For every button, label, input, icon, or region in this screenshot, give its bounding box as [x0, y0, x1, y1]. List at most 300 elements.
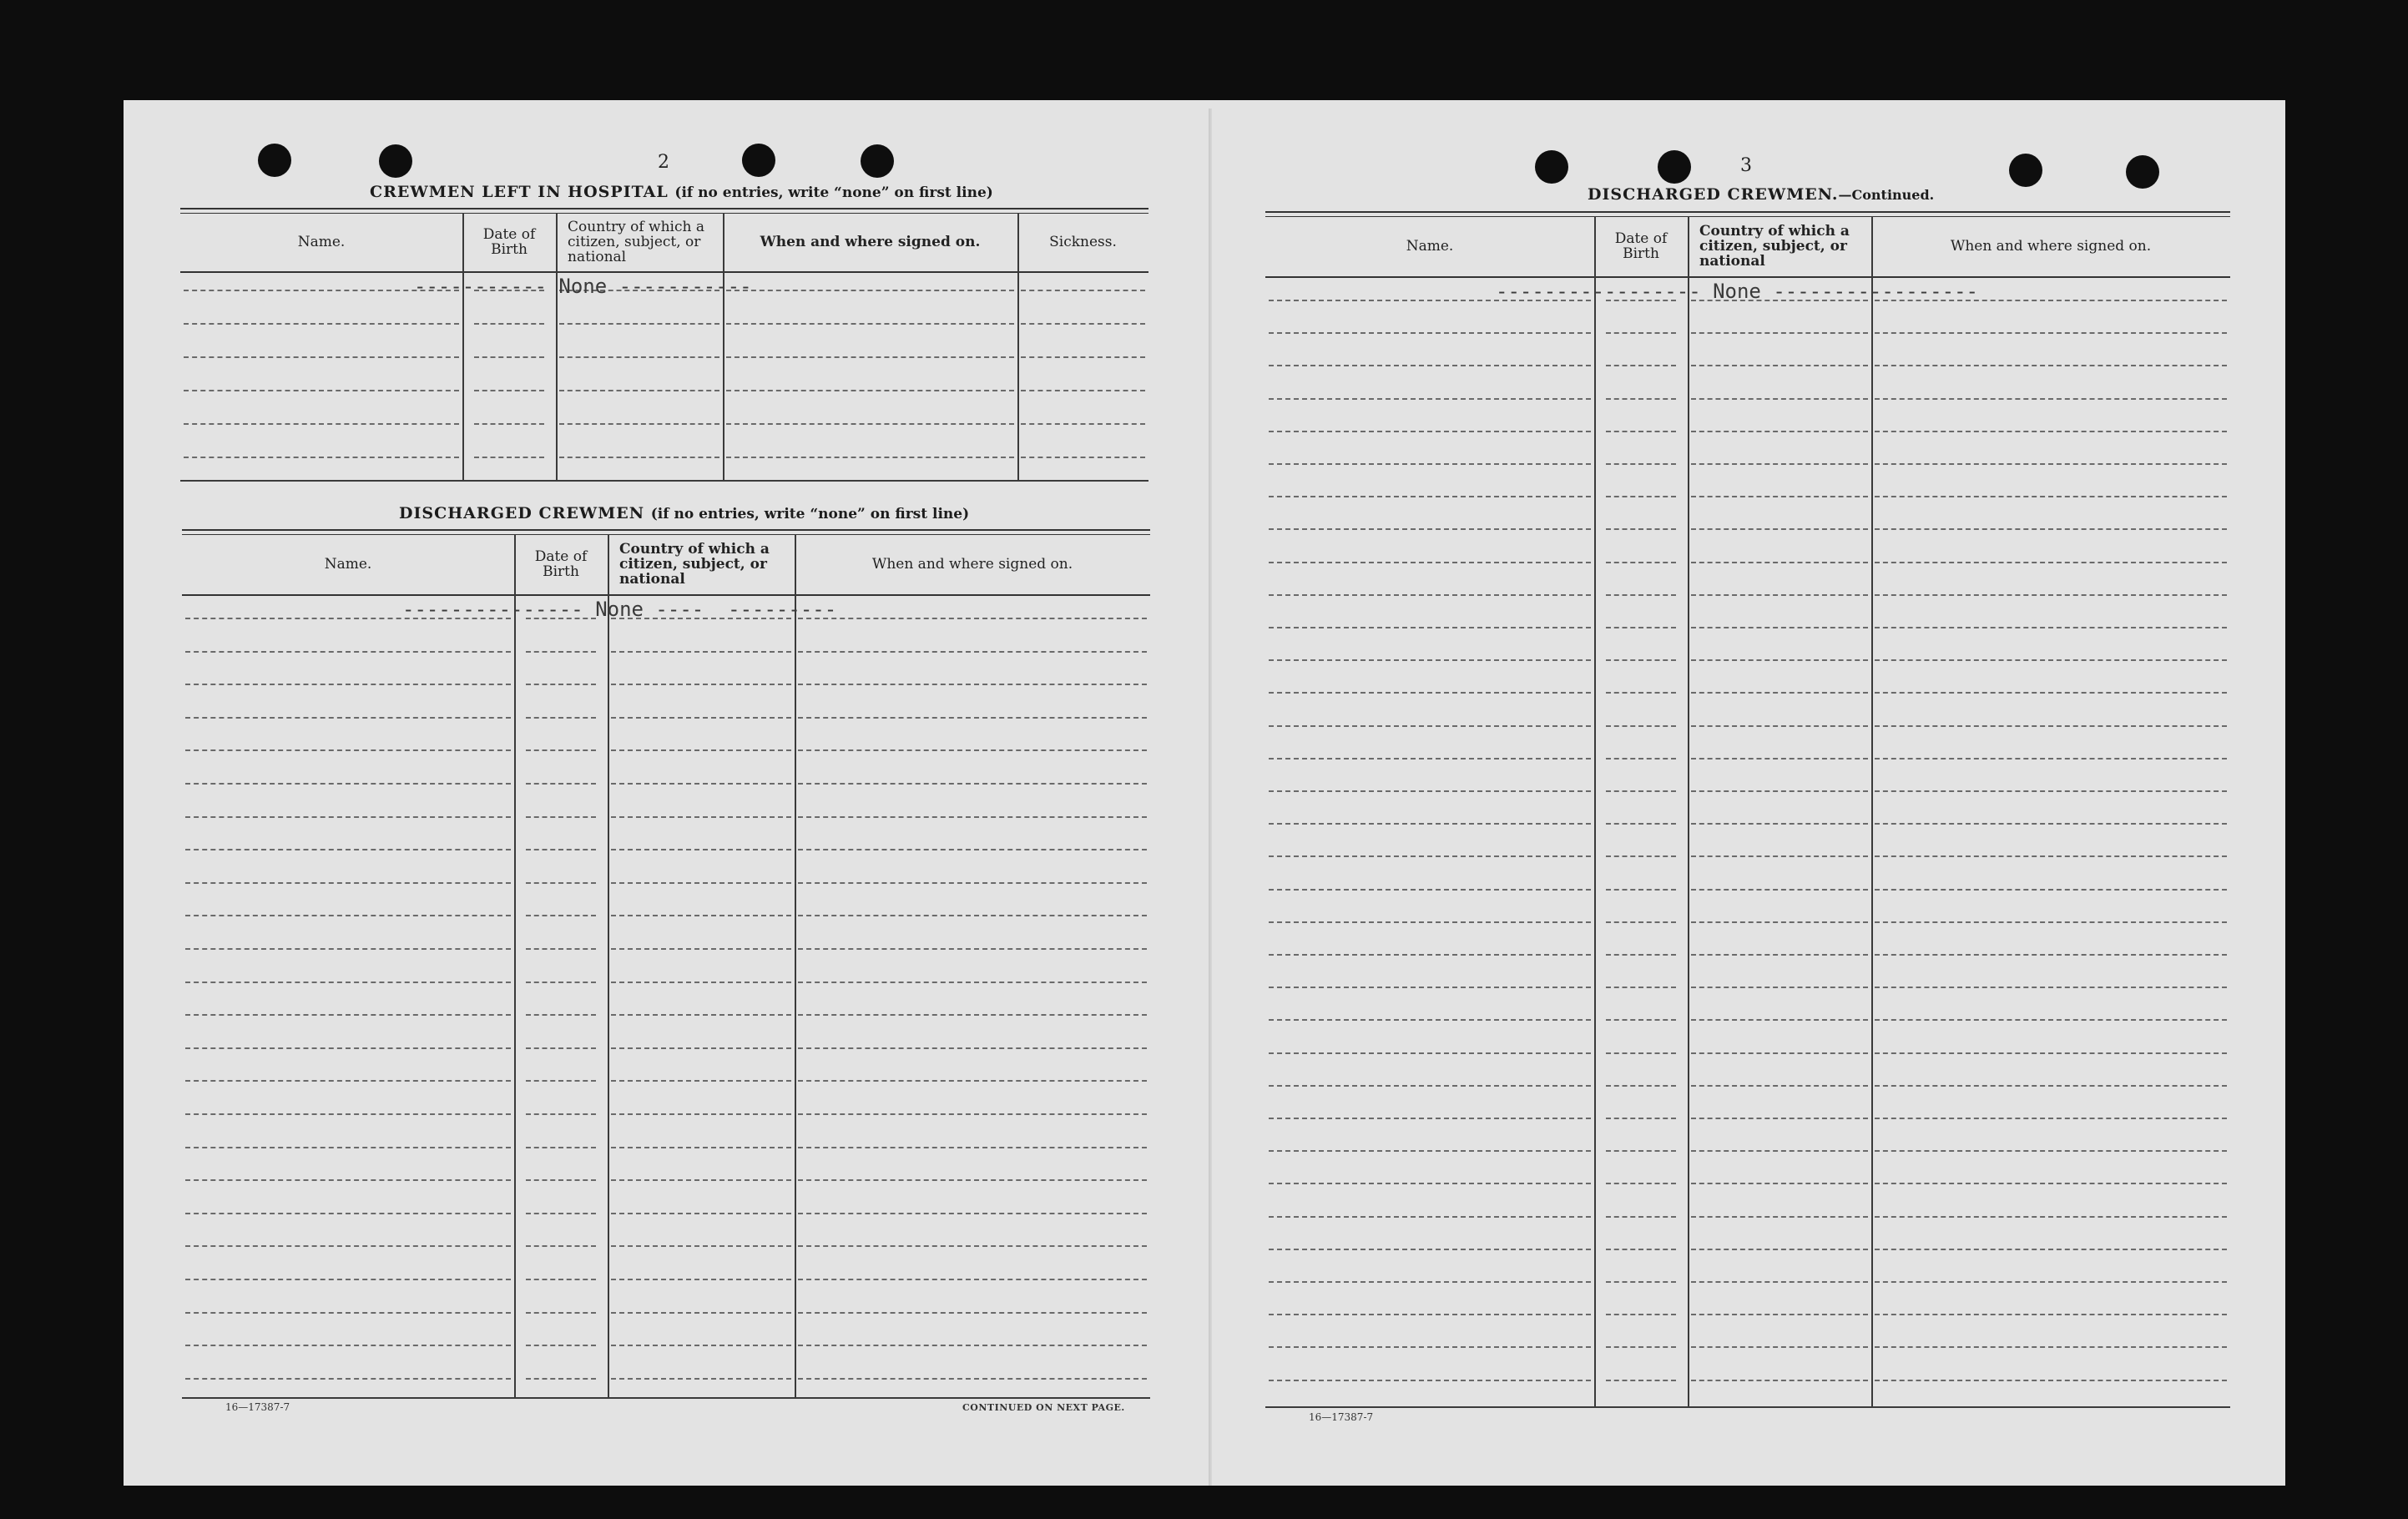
punch-hole: [861, 144, 894, 178]
entry-line: [185, 783, 511, 785]
punch-hole: [1658, 150, 1691, 184]
entry-line: [1269, 1052, 1591, 1054]
entry-line: [1269, 659, 1591, 661]
column-divider: [608, 534, 609, 1397]
entry-line: [611, 948, 791, 950]
entry-line: [526, 1312, 596, 1314]
entry-line: [1021, 457, 1145, 458]
entry-line: [1606, 463, 1676, 465]
entry-line: [474, 323, 544, 325]
entry-line: [185, 1113, 511, 1115]
entry-line: [1606, 398, 1676, 400]
entry-line: [526, 1113, 596, 1115]
entry-line: [1691, 659, 1868, 661]
entry-line: [474, 390, 544, 391]
entry-line: [1269, 1150, 1591, 1152]
discharged-continued-table: [1265, 211, 2230, 1408]
entry-line: [559, 323, 719, 325]
discharged-section-title: DISCHARGED CREWMEN (if no entries, write “none” on first line): [399, 504, 970, 522]
column-header: Name.: [324, 556, 372, 573]
table-bottom-rule: [182, 1397, 1150, 1399]
form-code-left: 16—17387-7: [225, 1401, 290, 1413]
entry-line: [1606, 855, 1676, 857]
entry-line: [474, 423, 544, 425]
entry-line: [474, 356, 544, 358]
entry-line: [559, 457, 719, 458]
entry-line: [611, 1147, 791, 1148]
entry-line: [1269, 1216, 1591, 1218]
entry-line: [1606, 1314, 1676, 1315]
entry-line: [1269, 855, 1591, 857]
entry-line: [526, 1047, 596, 1049]
entry-line: [1691, 1052, 1868, 1054]
entry-line: [798, 915, 1147, 916]
entry-line: [1691, 1019, 1868, 1021]
entry-line: [1606, 725, 1676, 727]
entry-line: [1269, 431, 1591, 432]
entry-line: [1021, 323, 1145, 325]
entry-line: [1875, 594, 2227, 596]
entry-line: [611, 915, 791, 916]
column-header: Date of Birth: [1614, 230, 1668, 262]
entry-line: [1875, 1314, 2227, 1315]
entry-line: [1875, 365, 2227, 366]
entry-line: [798, 948, 1147, 950]
entry-line: [1875, 1249, 2227, 1250]
entry-line: [1691, 496, 1868, 497]
entry-line: [526, 749, 596, 751]
entry-line: [185, 1378, 511, 1380]
punch-hole: [2009, 154, 2042, 187]
entry-line: [1691, 627, 1868, 628]
entry-line: [184, 390, 459, 391]
table-bottom-rule: [1265, 1406, 2230, 1408]
entry-line: [1606, 790, 1676, 792]
entry-line: [185, 1245, 511, 1247]
column-divider: [723, 213, 724, 480]
page-fold: [1209, 108, 1212, 1486]
entry-line: [185, 717, 511, 719]
entry-line: [1691, 790, 1868, 792]
entry-line: [1691, 562, 1868, 563]
entry-line: [559, 356, 719, 358]
entry-line: [611, 783, 791, 785]
entry-line: [611, 1080, 791, 1082]
entry-line: [1606, 1380, 1676, 1381]
entry-line: [611, 1245, 791, 1247]
entry-line: [798, 651, 1147, 653]
entry-line: [185, 1047, 511, 1049]
entry-line: [1691, 692, 1868, 694]
entry-line: [185, 915, 511, 916]
entry-line: [1875, 855, 2227, 857]
entry-line: [1606, 1150, 1676, 1152]
entry-line: [798, 684, 1147, 685]
entry-line: [1269, 889, 1591, 891]
entry-line: [1606, 921, 1676, 923]
entry-line: [185, 1147, 511, 1148]
entry-line: [1875, 1380, 2227, 1381]
entry-line: [798, 1213, 1147, 1214]
entry-line: [1021, 390, 1145, 391]
entry-line: [526, 1345, 596, 1346]
entry-line: [1875, 1085, 2227, 1087]
entry-line: [1269, 1118, 1591, 1119]
entry-line: [798, 1179, 1147, 1181]
entry-line: [1269, 1380, 1591, 1381]
column-divider: [1017, 213, 1019, 480]
entry-line: [611, 1014, 791, 1016]
entry-line: [798, 1080, 1147, 1082]
entry-line: [1606, 954, 1676, 956]
entry-line: [1875, 1052, 2227, 1054]
punch-hole: [1535, 150, 1568, 184]
entry-line: [1875, 954, 2227, 956]
entry-line: [611, 882, 791, 884]
entry-line: [1021, 423, 1145, 425]
entry-line: [611, 816, 791, 818]
entry-line: [526, 816, 596, 818]
entry-line: [1269, 921, 1591, 923]
entry-line: [1691, 365, 1868, 366]
entry-line: [185, 982, 511, 983]
entry-line: [1691, 758, 1868, 760]
entry-line: [1875, 659, 2227, 661]
entry-line: [1021, 356, 1145, 358]
entry-line: [1875, 823, 2227, 825]
entry-line: [526, 1378, 596, 1380]
entry-line: [611, 982, 791, 983]
entry-line: [798, 1047, 1147, 1049]
entry-line: [1269, 954, 1591, 956]
entry-line: [1269, 1085, 1591, 1087]
column-divider: [556, 213, 558, 480]
entry-line: [526, 717, 596, 719]
entry-line: [798, 1113, 1147, 1115]
entry-line: [1606, 365, 1676, 366]
column-header: Date of Birth: [482, 226, 536, 258]
entry-line: [1875, 1281, 2227, 1283]
entry-line: [1606, 1281, 1676, 1283]
entry-line: [1269, 594, 1591, 596]
hospital-section-title: CREWMEN LEFT IN HOSPITAL (if no entries, write “none” on first line): [370, 183, 993, 201]
punch-hole: [258, 144, 291, 177]
entry-line: [526, 882, 596, 884]
entry-line: [185, 1279, 511, 1280]
entry-line: [1269, 725, 1591, 727]
entry-line: [1269, 496, 1591, 497]
discharged-continued-title: DISCHARGED CREWMEN.—Continued.: [1588, 185, 1935, 204]
entry-line: [798, 1312, 1147, 1314]
entry-line: [1875, 921, 2227, 923]
entry-line: [611, 1279, 791, 1280]
typed-none-entry: ----------------- None -----------------: [1496, 280, 1978, 303]
entry-line: [1875, 725, 2227, 727]
entry-line: [1691, 987, 1868, 988]
hospital-table: [180, 208, 1148, 482]
entry-line: [726, 423, 1014, 425]
entry-line: [185, 882, 511, 884]
entry-line: [1691, 855, 1868, 857]
entry-line: [1269, 823, 1591, 825]
entry-line: [184, 323, 459, 325]
entry-line: [1606, 758, 1676, 760]
entry-line: [1269, 790, 1591, 792]
continued-note: CONTINUED ON NEXT PAGE.: [962, 1402, 1125, 1413]
entry-line: [526, 684, 596, 685]
entry-line: [1875, 889, 2227, 891]
entry-line: [1691, 889, 1868, 891]
entry-line: [1606, 562, 1676, 563]
entry-line: [798, 816, 1147, 818]
entry-line: [798, 1245, 1147, 1247]
entry-line: [611, 1345, 791, 1346]
entry-line: [1606, 1346, 1676, 1348]
entry-line: [185, 684, 511, 685]
punch-hole: [2126, 155, 2159, 189]
entry-line: [184, 423, 459, 425]
column-header: When and where signed on.: [1950, 238, 2152, 255]
entry-line: [1875, 463, 2227, 465]
entry-line: [798, 783, 1147, 785]
form-code-right: 16—17387-7: [1309, 1411, 1374, 1423]
entry-line: [185, 849, 511, 850]
entry-line: [1606, 1183, 1676, 1184]
entry-line: [1875, 1216, 2227, 1218]
entry-line: [1691, 1085, 1868, 1087]
entry-line: [1875, 528, 2227, 530]
column-header: Country of which a citizen, subject, or national: [568, 219, 704, 265]
entry-line: [526, 1279, 596, 1280]
entry-line: [798, 1147, 1147, 1148]
entry-line: [1875, 1346, 2227, 1348]
entry-line: [1606, 627, 1676, 628]
entry-line: [1691, 1346, 1868, 1348]
entry-line: [1269, 987, 1591, 988]
entry-line: [1691, 823, 1868, 825]
entry-line: [611, 849, 791, 850]
entry-line: [1269, 627, 1591, 628]
entry-line: [526, 651, 596, 653]
entry-line: [1021, 290, 1145, 291]
entry-line: [526, 982, 596, 983]
table-bottom-rule: [180, 480, 1148, 482]
entry-line: [611, 1213, 791, 1214]
entry-line: [798, 749, 1147, 751]
entry-line: [1875, 562, 2227, 563]
entry-line: [185, 651, 511, 653]
entry-line: [1606, 528, 1676, 530]
entry-line: [798, 1345, 1147, 1346]
entry-line: [798, 1279, 1147, 1280]
entry-line: [1691, 1249, 1868, 1250]
entry-line: [1875, 692, 2227, 694]
entry-line: [1875, 1183, 2227, 1184]
punch-hole: [379, 144, 412, 178]
entry-line: [526, 1147, 596, 1148]
entry-line: [526, 1080, 596, 1082]
entry-line: [798, 1378, 1147, 1380]
entry-line: [559, 390, 719, 391]
typed-none-entry: --------------- None ---- ---------: [402, 598, 837, 621]
page-number-right: 3: [1740, 155, 1752, 176]
entry-line: [1691, 594, 1868, 596]
entry-line: [798, 849, 1147, 850]
entry-line: [1875, 627, 2227, 628]
entry-line: [1875, 987, 2227, 988]
entry-line: [798, 717, 1147, 719]
entry-line: [611, 1047, 791, 1049]
column-divider: [1871, 216, 1873, 1406]
entry-line: [1606, 431, 1676, 432]
entry-line: [798, 982, 1147, 983]
entry-line: [1691, 1216, 1868, 1218]
entry-line: [1875, 431, 2227, 432]
entry-line: [1606, 594, 1676, 596]
entry-line: [1691, 463, 1868, 465]
entry-line: [726, 290, 1014, 291]
entry-line: [526, 1014, 596, 1016]
entry-line: [1606, 1118, 1676, 1119]
punch-hole: [742, 144, 775, 177]
entry-line: [1606, 496, 1676, 497]
entry-line: [611, 1113, 791, 1115]
entry-line: [526, 1245, 596, 1247]
entry-line: [1269, 1281, 1591, 1283]
entry-line: [526, 1213, 596, 1214]
entry-line: [1691, 1380, 1868, 1381]
entry-line: [1269, 398, 1591, 400]
column-header: Sickness.: [1049, 234, 1117, 250]
entry-line: [1269, 528, 1591, 530]
entry-line: [798, 1014, 1147, 1016]
entry-line: [1269, 1346, 1591, 1348]
entry-line: [1875, 332, 2227, 334]
entry-line: [1606, 1249, 1676, 1250]
entry-line: [798, 882, 1147, 884]
column-header: Name.: [297, 234, 346, 250]
entry-line: [611, 717, 791, 719]
entry-line: [526, 783, 596, 785]
entry-line: [1606, 1019, 1676, 1021]
entry-line: [1606, 1052, 1676, 1054]
column-divider: [514, 534, 516, 1397]
entry-line: [1269, 332, 1591, 334]
column-divider: [462, 213, 464, 480]
entry-line: [184, 356, 459, 358]
entry-line: [1875, 496, 2227, 497]
entry-line: [1606, 889, 1676, 891]
entry-line: [611, 1312, 791, 1314]
entry-line: [1875, 1019, 2227, 1021]
entry-line: [798, 618, 1147, 619]
entry-line: [1875, 398, 2227, 400]
entry-line: [1269, 1019, 1591, 1021]
entry-line: [1691, 398, 1868, 400]
entry-line: [1606, 659, 1676, 661]
entry-line: [1269, 758, 1591, 760]
entry-line: [559, 423, 719, 425]
entry-line: [185, 1312, 511, 1314]
column-divider: [795, 534, 796, 1397]
entry-line: [185, 1014, 511, 1016]
entry-line: [611, 1179, 791, 1181]
entry-line: [1691, 528, 1868, 530]
entry-line: [726, 356, 1014, 358]
entry-line: [185, 1345, 511, 1346]
entry-line: [185, 948, 511, 950]
entry-line: [1269, 365, 1591, 366]
entry-line: [1269, 562, 1591, 563]
entry-line: [726, 323, 1014, 325]
entry-line: [1875, 1118, 2227, 1119]
entry-line: [185, 1080, 511, 1082]
entry-line: [611, 1378, 791, 1380]
entry-line: [526, 948, 596, 950]
entry-line: [526, 849, 596, 850]
column-divider: [1688, 216, 1689, 1406]
column-header: Date of Birth: [534, 548, 588, 580]
entry-line: [1691, 1314, 1868, 1315]
entry-line: [184, 457, 459, 458]
entry-line: [1875, 758, 2227, 760]
entry-line: [1691, 1183, 1868, 1184]
entry-line: [1606, 987, 1676, 988]
entry-line: [611, 651, 791, 653]
column-header: Country of which a citizen, subject, or national: [1699, 223, 1850, 270]
entry-line: [1691, 1281, 1868, 1283]
column-header: When and where signed on.: [871, 556, 1073, 573]
entry-line: [1691, 1150, 1868, 1152]
entry-line: [1875, 790, 2227, 792]
column-divider: [1594, 216, 1596, 1406]
entry-line: [1606, 1085, 1676, 1087]
entry-line: [185, 1213, 511, 1214]
entry-line: [1606, 692, 1676, 694]
entry-line: [526, 915, 596, 916]
entry-line: [185, 749, 511, 751]
entry-line: [1269, 1314, 1591, 1315]
entry-line: [1269, 463, 1591, 465]
entry-line: [185, 816, 511, 818]
page-number-left: 2: [658, 152, 669, 173]
column-header: Country of which a citizen, subject, or national: [619, 541, 770, 588]
entry-line: [185, 1179, 511, 1181]
entry-line: [726, 457, 1014, 458]
typed-none-entry: ----------- None -----------: [414, 275, 752, 298]
entry-line: [1691, 431, 1868, 432]
entry-line: [1606, 1216, 1676, 1218]
entry-line: [1691, 725, 1868, 727]
entry-line: [1269, 1183, 1591, 1184]
entry-line: [1606, 823, 1676, 825]
entry-line: [1269, 1249, 1591, 1250]
entry-line: [526, 1179, 596, 1181]
entry-line: [1691, 1118, 1868, 1119]
entry-line: [1691, 954, 1868, 956]
entry-line: [1691, 332, 1868, 334]
entry-line: [1875, 1150, 2227, 1152]
entry-line: [611, 684, 791, 685]
entry-line: [1269, 692, 1591, 694]
entry-line: [1606, 332, 1676, 334]
column-header: Name.: [1406, 238, 1454, 255]
column-header: When and where signed on.: [760, 234, 981, 250]
entry-line: [1691, 921, 1868, 923]
entry-line: [611, 749, 791, 751]
discharged-table: [182, 529, 1150, 1399]
entry-line: [474, 457, 544, 458]
